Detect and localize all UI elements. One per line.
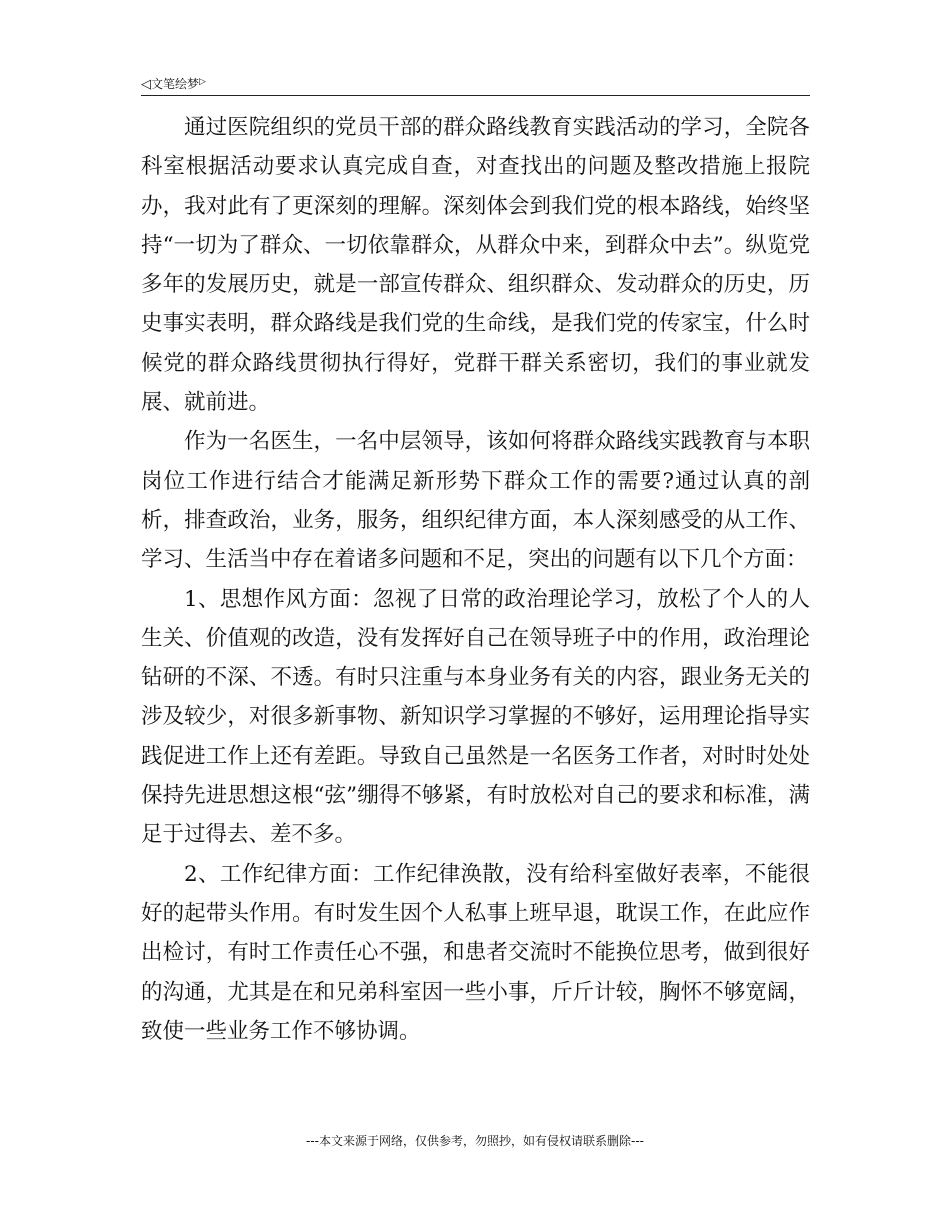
triangle-right-icon: ▷	[199, 77, 206, 87]
triangle-left-icon: ◁	[141, 77, 151, 92]
page-footer: ---本文来源于网络，仅供参考，勿照抄，如有侵权请联系删除---	[306, 1134, 644, 1148]
header-label	[141, 74, 206, 93]
paragraph-intro: 通过医院组织的党员干部的群众路线教育实践活动的学习，全院各科室根据活动要求认真完成自查，对查找出的问题及整改措施上报院办，我对此有了更深刻的理解。深刻体会到我们党的根本路线，始终坚持“一切为了群众、一切依靠群众，从群众中来，到群众中去”。纵览党多年的发展历史，就是一部宣传群众、组织群众、发动群众的历史，历史事实表明，群众路线是我们党的生命线，是我们党的传家宝，什么时候党的群众路线贯彻执行得好，党群干群关系密切，我们的事业就发展、就前进。	[141, 115, 810, 416]
paragraph-work-discipline: 2、工作纪律方面：工作纪律涣散，没有给科室做好表率，不能很好的起带头作用。有时发生因个人私事上班早退，耽误工作，在此应作出检讨，有时工作责任心不强，和患者交流时不能换位思考，做到很好的沟通，尤其是在和兄弟科室因一些小事，斤斤计较，胸怀不够宽阔，致使一些业务工作不够协调。	[141, 861, 810, 1044]
header-title: 文笔绘梦	[151, 77, 200, 91]
page-header	[141, 72, 810, 96]
paragraph-thought-style: 1、思想作风方面：忽视了日常的政治理论学习，放松了个人的人生关、价值观的改造，没有发挥好自己在领导班子中的作用，政治理论钻研的不深、不透。有时只注重与本身业务有关的内容，跟业务无关的涉及较少，对很多新事物、新知识学习掌握的不够好，运用理论指导实践促进工作上还有差距。导致自己虽然是一名医务工作者，对时时处处保持先进思想这根“弦”绷得不够紧，有时放松对自己的要求和标准，满足于过得去、差不多。	[141, 586, 810, 848]
paragraph-role: 作为一名医生，一名中层领导，该如何将群众路线实践教育与本职岗位工作进行结合才能满足新形势下群众工作的需要?通过认真的剖析，排查政治，业务，服务，组织纪律方面，本人深刻感受的从工作、学习、生活当中存在着诸多问题和不足，突出的问题有以下几个方面：	[141, 429, 810, 573]
document-body	[141, 108, 810, 1051]
